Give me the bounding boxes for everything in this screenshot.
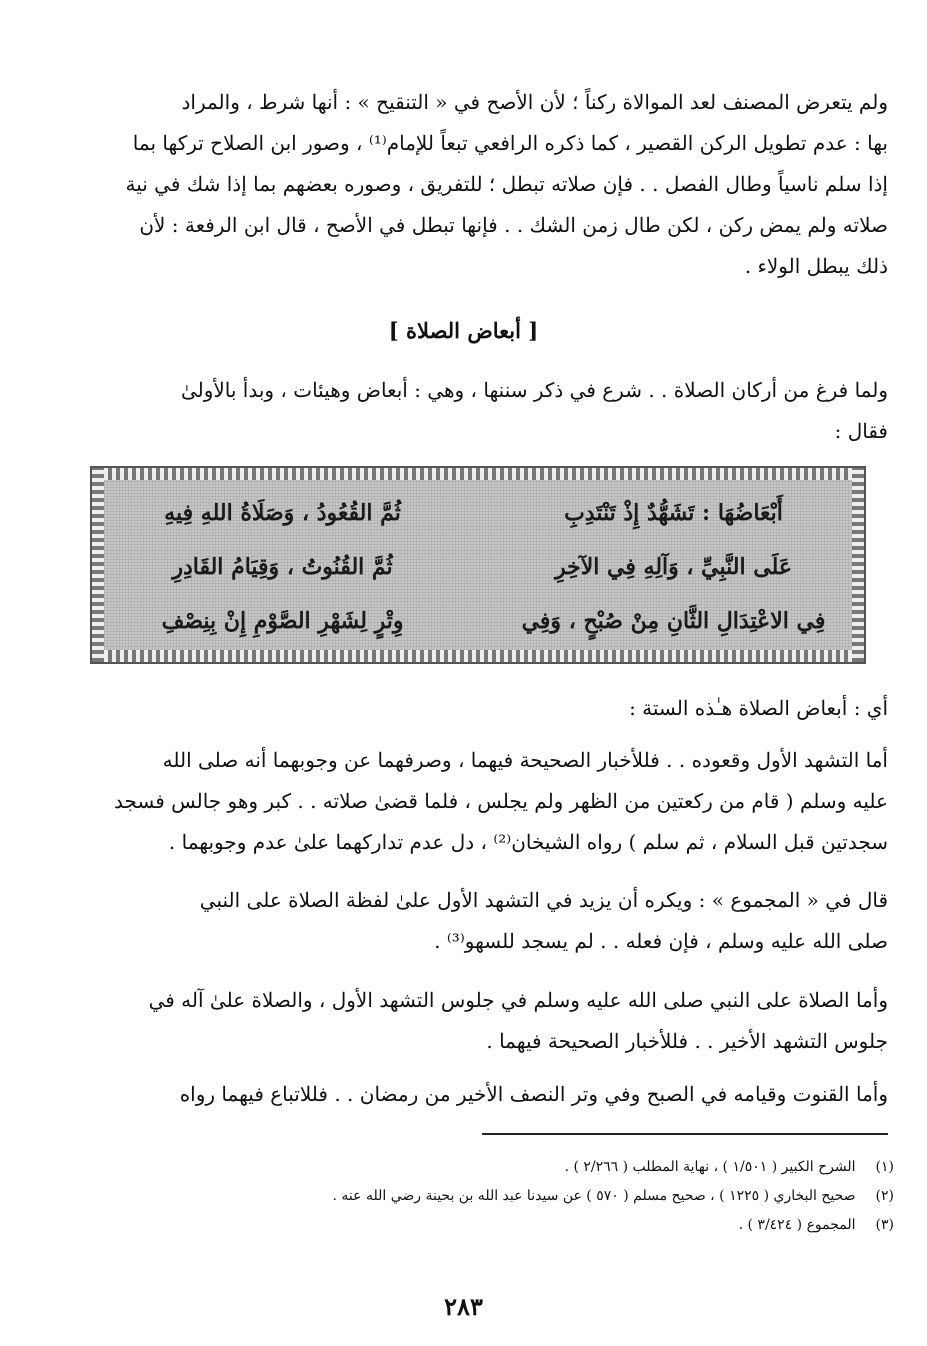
poem-box: [90, 466, 866, 664]
footnote-number: (١): [875, 1159, 894, 1175]
text-line: وأما الصلاة على النبي صلى الله عليه وسلم في جلوس التشهد الأول ، والصلاة علىٰ آله في: [148, 988, 888, 1012]
paragraph-six: [58, 688, 888, 729]
section-heading: [ أبعاض الصلاة ]: [388, 318, 539, 343]
hemistich-first: فِي الاعْتِدَالِ الثَّانِ مِنْ صُبْحٍ ، وَفِي: [521, 608, 826, 634]
text-line: ذلك يبطل الولاء .: [744, 254, 888, 278]
ornament-border: [92, 468, 864, 480]
hemistich-second: ثُمَّ القُعُودُ ، وَصَلَاةُ اللهِ فِيهِ: [164, 500, 401, 526]
text-line: وأما القنوت وقيامه في الصبح وفي وتر النصف الأخير من رمضان . . فللاتباع فيهما رواه: [179, 1082, 888, 1106]
text-line: ولما فرغ من أركان الصلاة . . شرع في ذكر سننها ، وهي : أبعاض وهيئات ، وبدأ بالأولىٰ: [180, 378, 888, 402]
text-line: فقال :: [834, 419, 888, 443]
paragraph-qunut: [58, 1074, 888, 1115]
ornament-border: [92, 650, 864, 662]
footnote-text: المجموع ( ٣/٤٢٤ ) .: [738, 1217, 856, 1233]
hemistich-first: أَبْعَاضُهَا : تَشَهُّدٌ إِذْ تَنْتَدِبِ: [564, 500, 783, 526]
paragraph-salat-nabi: [58, 980, 888, 1062]
paragraph-muwalat: [58, 82, 888, 287]
footnote-number: (٣): [875, 1217, 894, 1233]
ornament-border: [852, 468, 864, 662]
footnote-number: (٢): [875, 1188, 894, 1204]
ornament-border: [92, 468, 104, 662]
footnote-separator: [482, 1133, 888, 1135]
poem-verse: [116, 490, 840, 536]
footnote-text: صحيح البخاري ( ١٢٢٥ ) ، صحيح مسلم ( ٥٧٠ ) عن سيدنا عبد الله بن بحينة رضي الله عنه .: [332, 1188, 856, 1204]
text-line: صلى الله عليه وسلم ، فإن فعله . . لم يسجد للسهو⁽³⁾ .: [434, 929, 888, 953]
text-line: سجدتين قبل السلام ، ثم سلم ) رواه الشيخان⁽²⁾ ، دل عدم تداركهما علىٰ عدم وجوبهما .: [168, 830, 888, 854]
text-line: أما التشهد الأول وقعوده . . فللأخبار الصحيحة فيهما ، وصرفهما عن وجوبهما أنه صلى الله: [162, 748, 888, 772]
footnote: [58, 1183, 894, 1210]
footnote-text: الشرح الكبير ( ١/٥٠١ ) ، نهاية المطلب ( ٢/٢٦٦ ) .: [564, 1159, 856, 1175]
text-line: قال في « المجموع » : ويكره أن يزيد في التشهد الأول علىٰ لفظة الصلاة على النبي: [199, 888, 888, 912]
poem-verse: [116, 544, 840, 590]
paragraph-tashahhud: [58, 740, 888, 863]
page-number: ٢٨٣: [444, 1292, 483, 1321]
hemistich-second: وِتْرٍ لِشَهْرِ الصَّوْمِ إِنْ بِنِصْفِ: [161, 608, 404, 634]
hemistich-second: ثُمَّ القُنُوتُ ، وَقِيَامُ القَادِرِ: [172, 554, 393, 580]
hemistich-first: عَلَى النَّبِيِّ ، وَآلِهِ فِي الآخِرِ: [554, 554, 793, 580]
text-line: إذا سلم ناسياً وطال الفصل . . فإن صلاته تبطل ؛ للتفريق ، وصوره بعضهم بما إذا شك في نية: [125, 172, 888, 196]
footnote: [58, 1212, 894, 1239]
text-line: أي : أبعاض الصلاة هـٰذه الستة :: [629, 696, 888, 720]
text-line: بها : عدم تطويل الركن القصير ، كما ذكره الرافعي تبعاً للإمام⁽¹⁾ ، وصور ابن الصلاح تركها بما: [132, 131, 888, 155]
poem-verse: [116, 598, 840, 644]
text-line: جلوس التشهد الأخير . . فللأخبار الصحيحة فيهما .: [486, 1029, 888, 1053]
footnote: [58, 1154, 894, 1181]
text-line: صلاته ولم يمض ركن ، لكن طال زمن الشك . . فإنها تبطل في الأصح ، قال ابن الرفعة : لأن: [139, 213, 888, 237]
paragraph-intro: [58, 370, 888, 452]
text-line: ولم يتعرض المصنف لعد الموالاة ركناً ؛ لأن الأصح في « التنقيح » : أنها شرط ، والمراد: [181, 90, 888, 114]
paragraph-majmu: [58, 880, 888, 962]
text-line: عليه وسلم ( قام من ركعتين من الظهر ولم يجلس ، فلما قضىٰ صلاته . . كبر وهو جالس فسجد: [113, 789, 888, 813]
